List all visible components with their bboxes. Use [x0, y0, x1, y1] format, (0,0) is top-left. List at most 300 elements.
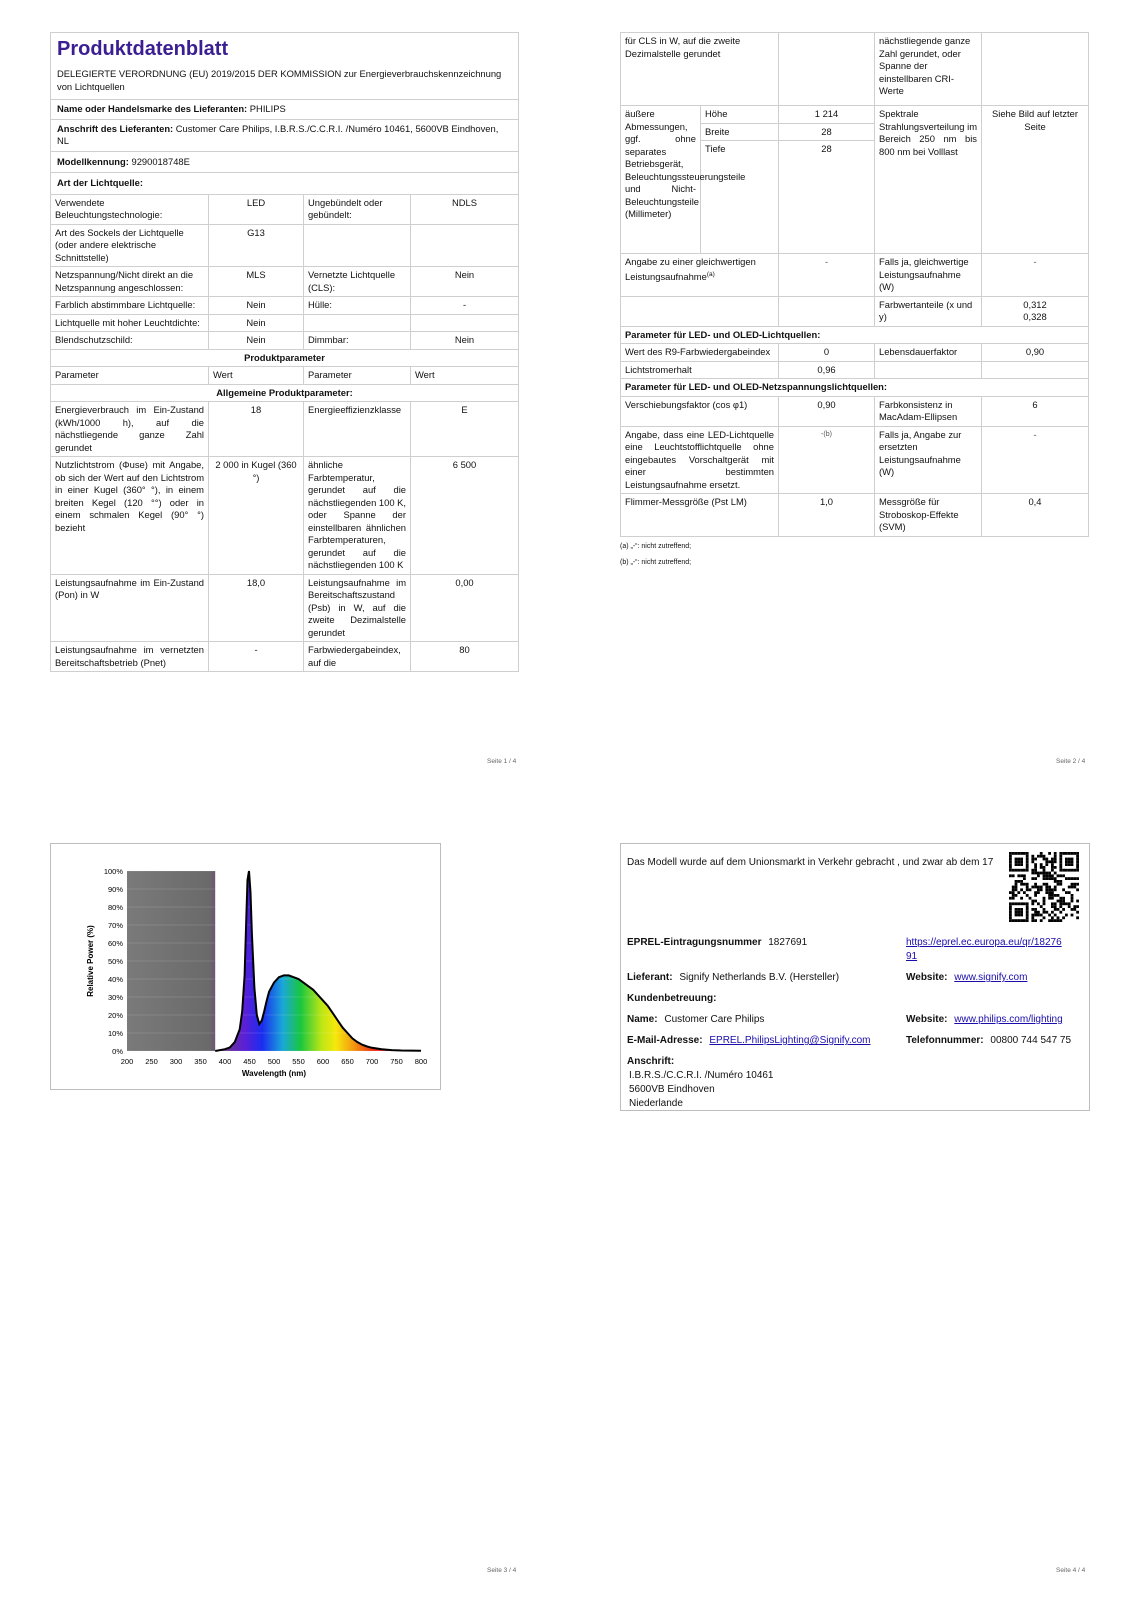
qr-module	[1009, 866, 1012, 869]
qr-module	[1051, 916, 1054, 919]
qr-module	[1073, 852, 1076, 855]
supplier-label: Lieferant:	[627, 972, 673, 983]
qr-module	[1012, 874, 1015, 877]
qr-module	[1068, 886, 1071, 889]
x-tick-label: 500	[267, 1057, 281, 1066]
qr-module	[1062, 902, 1065, 905]
qr-module	[1043, 869, 1046, 872]
qr-module	[1068, 905, 1071, 908]
page-1	[50, 32, 518, 672]
cell-label: Nutzlichtstrom (Φuse) mit Angabe, ob sich der Wert auf den Lichtstrom in einer Kugel (360° °), in einem breiten Kegel (120 °°) oder in einem schmalen Kegel (90° °) bezieht	[51, 457, 209, 575]
qr-module	[1043, 911, 1046, 914]
qr-module	[1068, 891, 1071, 894]
qr-module	[1048, 919, 1051, 922]
cell-label: Lebensdauerfaktor	[875, 344, 982, 362]
qr-module	[1023, 883, 1026, 886]
eprel-label: EPREL-Eintragungsnummer	[627, 937, 762, 948]
qr-module	[1015, 919, 1018, 922]
email-label: E-Mail-Adresse:	[627, 1035, 703, 1046]
qr-module	[1020, 919, 1023, 922]
qr-module	[1071, 877, 1074, 880]
qr-module	[1071, 914, 1074, 917]
qr-module	[1051, 858, 1054, 861]
qr-module	[1043, 908, 1046, 911]
qr-module	[1045, 858, 1048, 861]
cell-value: 2 000 in Kugel (360 °)	[209, 457, 304, 575]
qr-module	[1026, 916, 1029, 919]
qr-module	[1037, 911, 1040, 914]
qr-module	[1045, 872, 1048, 875]
cell-value: 0,96	[779, 361, 875, 379]
qr-module	[1015, 894, 1018, 897]
qr-module	[1017, 874, 1020, 877]
qr-module	[1026, 869, 1029, 872]
x-tick-label: 750	[390, 1057, 403, 1066]
qr-module	[1012, 869, 1015, 872]
qr-module	[1043, 877, 1046, 880]
cell-value: MLS	[209, 267, 304, 297]
qr-module	[1023, 852, 1026, 855]
qr-module	[1051, 919, 1054, 922]
qr-module	[1012, 891, 1015, 894]
cell-value: 18	[209, 402, 304, 457]
qr-module	[1017, 880, 1020, 883]
qr-module	[1026, 858, 1029, 861]
x-tick-label: 700	[365, 1057, 379, 1066]
y-tick-label: 0%	[112, 1047, 123, 1056]
cell-label: Messgröße für Stroboskop-Effekte (SVM)	[875, 494, 982, 537]
qr-module	[1054, 858, 1057, 861]
cell-value: LED	[209, 194, 304, 224]
cell-label: Lichtquelle mit hoher Leuchtdichte:	[51, 314, 209, 332]
qr-module	[1040, 905, 1043, 908]
qr-module	[1040, 919, 1043, 922]
cell-value: Nein	[209, 332, 304, 350]
qr-module	[1034, 858, 1037, 861]
dimension-value: 1 214	[779, 106, 875, 124]
qr-module	[1059, 911, 1062, 914]
qr-module	[1054, 852, 1057, 855]
website-label: Website:	[906, 972, 948, 983]
qr-module	[1026, 894, 1029, 897]
qr-module	[1009, 860, 1012, 863]
table-row	[51, 194, 519, 224]
x-tick-label: 550	[292, 1057, 305, 1066]
y-tick-label: 60%	[107, 939, 123, 948]
datasheet-title: Produktdatenblatt	[57, 38, 229, 60]
qr-module	[1040, 872, 1043, 875]
cell-label: Art des Sockels der Lichtquelle (oder andere elektrische Schnittstelle)	[51, 224, 209, 267]
qr-module	[1054, 855, 1057, 858]
qr-module	[1034, 894, 1037, 897]
dimension-name: Höhe	[701, 106, 779, 124]
table-row	[51, 457, 519, 575]
qr-module	[1043, 858, 1046, 861]
cell-label: Falls ja, Angabe zur ersetzten Leistungsaufnahme (W)	[875, 426, 982, 494]
table-row	[621, 296, 1089, 326]
qr-module	[1026, 860, 1029, 863]
cell-label: für CLS in W, auf die zweite Dezimalstelle gerundet	[621, 33, 779, 106]
table-row	[51, 332, 519, 350]
qr-module	[1045, 883, 1048, 886]
page-2	[620, 32, 1088, 569]
qr-module	[1076, 852, 1079, 855]
footnote-a: (a) „-“: nicht zutreffend;	[620, 543, 692, 550]
table-row	[51, 402, 519, 457]
qr-module	[1040, 866, 1043, 869]
qr-module	[1051, 860, 1054, 863]
qr-module	[1048, 886, 1051, 889]
supplier-address: Customer Care Philips, I.B.R.S./C.C.R.I. /Numéro 10461, 5600VB Eindhoven, NL	[57, 122, 499, 146]
qr-module	[1026, 888, 1029, 891]
cell-label: Angabe, dass eine LED-Lichtquelle eine Leuchtstofflichtquelle ohne eingebautes Vorschaltgerät mit einer bestimmten Leistungsaufnahme ersetzt.	[621, 426, 779, 494]
table-row	[51, 642, 519, 672]
qr-module	[1020, 897, 1023, 900]
qr-module	[1062, 897, 1065, 900]
qr-module	[1054, 888, 1057, 891]
qr-module	[1051, 902, 1054, 905]
qr-module	[1076, 911, 1079, 914]
cell-value: -	[982, 254, 1089, 297]
page-number: Seite 1 / 4	[487, 758, 517, 765]
x-tick-label: 650	[341, 1057, 354, 1066]
cell-label: Ungebündelt oder gebündelt:	[304, 194, 411, 224]
dimension-name: Breite	[701, 123, 779, 141]
qr-module	[1045, 891, 1048, 894]
qr-module	[1051, 874, 1054, 877]
table-row	[621, 344, 1089, 362]
qr-module	[1012, 886, 1015, 889]
qr-module	[1034, 891, 1037, 894]
qr-module	[1015, 911, 1018, 914]
cell-label: nächstliegende ganze Zahl gerundet, oder Spanne der einstellbaren CRI-Werte	[875, 33, 982, 106]
qr-module	[1009, 891, 1012, 894]
qr-module	[1076, 869, 1079, 872]
qr-module	[1057, 880, 1060, 883]
qr-module	[1062, 916, 1065, 919]
table-row	[51, 267, 519, 297]
qr-module	[1040, 852, 1043, 855]
phone-value: 00800 744 547 75	[990, 1035, 1072, 1046]
qr-module	[1015, 886, 1018, 889]
qr-module	[1017, 919, 1020, 922]
qr-module	[1068, 877, 1071, 880]
cell-value: Nein	[411, 332, 519, 350]
cell-value	[982, 361, 1089, 379]
qr-module	[1015, 902, 1018, 905]
qr-module	[1029, 897, 1032, 900]
phone-label: Telefonnummer:	[906, 1035, 984, 1046]
qr-module	[1071, 900, 1074, 903]
qr-module	[1071, 869, 1074, 872]
footnote-b: (b) „-“: nicht zutreffend;	[620, 558, 692, 566]
qr-module	[1051, 866, 1054, 869]
cell-label: Dimmbar:	[304, 332, 411, 350]
qr-module	[1073, 883, 1076, 886]
cell-value: 6 500	[411, 457, 519, 575]
table-row	[621, 396, 1089, 426]
qr-module	[1048, 894, 1051, 897]
cell-label: ähnliche Farbtemperatur, gerundet auf die nächstliegenden 100 K, oder Spanne der einstellbaren ähnlichen Farbtemperaturen, gerundet auf die nächstliegenden 100 K	[304, 457, 411, 575]
qr-module	[1051, 888, 1054, 891]
qr-module	[1026, 866, 1029, 869]
cell-value: -	[982, 426, 1089, 494]
qr-module	[1037, 886, 1040, 889]
qr-module	[1059, 883, 1062, 886]
qr-module	[1059, 869, 1062, 872]
qr-module	[1045, 888, 1048, 891]
qr-module	[1009, 852, 1012, 855]
qr-module	[1020, 914, 1023, 917]
qr-module	[1015, 908, 1018, 911]
qr-module	[1040, 863, 1043, 866]
qr-module	[1048, 914, 1051, 917]
chromaticity-x: 0,312	[1023, 298, 1047, 310]
qr-module	[1048, 872, 1051, 875]
supplier-address-label: Anschrift des Lieferanten:	[57, 122, 174, 134]
email-link[interactable]: EPREL.PhilipsLighting@Signify.com	[709, 1035, 871, 1046]
qr-module	[1057, 883, 1060, 886]
cell-label: Verschiebungsfaktor (cos φ1)	[621, 396, 779, 426]
qr-module	[1009, 858, 1012, 861]
qr-module	[1009, 914, 1012, 917]
address-line: Niederlande	[629, 1098, 683, 1109]
qr-module	[1037, 855, 1040, 858]
qr-module	[1031, 872, 1034, 875]
qr-module	[1071, 894, 1074, 897]
cell-value	[982, 33, 1089, 106]
qr-module	[1043, 916, 1046, 919]
y-tick-label: 90%	[107, 885, 123, 894]
qr-module	[1031, 900, 1034, 903]
qr-module	[1031, 855, 1034, 858]
qr-module	[1023, 891, 1026, 894]
qr-module	[1043, 866, 1046, 869]
qr-module	[1031, 919, 1034, 922]
qr-module	[1015, 860, 1018, 863]
qr-module	[1015, 914, 1018, 917]
y-tick-label: 50%	[107, 957, 123, 966]
qr-module	[1037, 891, 1040, 894]
website-label: Website:	[906, 1014, 948, 1025]
customer-service-label: Kundenbetreuung:	[627, 993, 717, 1004]
table-row	[621, 494, 1089, 537]
model-label: Modellkennung:	[57, 155, 129, 167]
qr-module	[1040, 855, 1043, 858]
qr-module	[1073, 886, 1076, 889]
qr-module	[1031, 869, 1034, 872]
website-link-philips[interactable]: www.philips.com/lighting	[954, 1014, 1063, 1025]
qr-module	[1054, 886, 1057, 889]
qr-module	[1029, 888, 1032, 891]
qr-module	[1057, 894, 1060, 897]
page-4	[620, 843, 1090, 1111]
qr-module	[1048, 874, 1051, 877]
qr-module	[1073, 869, 1076, 872]
qr-module	[1012, 888, 1015, 891]
cell-label: Lichtstromerhalt	[621, 361, 779, 379]
qr-module	[1048, 891, 1051, 894]
qr-module	[1073, 908, 1076, 911]
cell-value: 80	[411, 642, 519, 672]
qr-module	[1034, 863, 1037, 866]
qr-module	[1040, 914, 1043, 917]
qr-module	[1071, 858, 1074, 861]
qr-module	[1015, 858, 1018, 861]
qr-module	[1034, 914, 1037, 917]
qr-module	[1031, 877, 1034, 880]
y-tick-label: 20%	[107, 1011, 123, 1020]
qr-module	[1062, 908, 1065, 911]
address-line: 5600VB Eindhoven	[629, 1084, 715, 1095]
qr-module	[1051, 905, 1054, 908]
qr-module	[1015, 883, 1018, 886]
qr-module	[1059, 919, 1062, 922]
cell-value: Nein	[411, 267, 519, 297]
cell-label	[304, 224, 411, 267]
website-link-signify[interactable]: www.signify.com	[954, 972, 1028, 983]
qr-module	[1068, 858, 1071, 861]
qr-module	[1009, 897, 1012, 900]
qr-module	[1054, 902, 1057, 905]
qr-module	[1054, 872, 1057, 875]
qr-module	[1048, 860, 1051, 863]
qr-module	[1037, 914, 1040, 917]
x-tick-label: 350	[194, 1057, 207, 1066]
dimension-name: Tiefe	[701, 141, 779, 254]
qr-module	[1009, 869, 1012, 872]
qr-module	[1057, 919, 1060, 922]
qr-module	[1020, 908, 1023, 911]
cell-value: -	[209, 642, 304, 672]
qr-module	[1065, 860, 1068, 863]
qr-module	[1034, 869, 1037, 872]
qr-module	[1057, 900, 1060, 903]
spectral-power-chart	[51, 844, 440, 1089]
dimension-value: 28	[779, 123, 875, 141]
cell-value: 0,90	[982, 344, 1089, 362]
x-tick-label: 800	[414, 1057, 428, 1066]
qr-module	[1017, 902, 1020, 905]
qr-module	[1009, 863, 1012, 866]
qr-module	[1051, 863, 1054, 866]
qr-module	[1009, 855, 1012, 858]
cell-label: Netzspannung/Nicht direkt an die Netzspannung angeschlossen:	[51, 267, 209, 297]
cell-value: G13	[209, 224, 304, 267]
x-axis-label: Wavelength (nm)	[241, 1069, 307, 1078]
qr-module	[1023, 874, 1026, 877]
qr-module	[1031, 902, 1034, 905]
qr-module	[1026, 883, 1029, 886]
qr-module	[1045, 874, 1048, 877]
qr-module	[1048, 852, 1051, 855]
qr-module	[1062, 852, 1065, 855]
page-number: Seite 3 / 4	[487, 1567, 517, 1574]
qr-module	[1037, 888, 1040, 891]
qr-module	[1065, 869, 1068, 872]
qr-module	[1017, 852, 1020, 855]
qr-module	[1031, 858, 1034, 861]
qr-module	[1009, 916, 1012, 919]
qr-module	[1009, 874, 1012, 877]
qr-module	[1009, 919, 1012, 922]
qr-module	[1026, 863, 1029, 866]
cell-value	[982, 296, 1089, 326]
qr-module	[1073, 877, 1076, 880]
qr-module	[1076, 855, 1079, 858]
supplier-name: PHILIPS	[249, 103, 286, 114]
cell-label: Energieverbrauch im Ein-Zustand (kWh/1000 h), auf die nächstliegende ganze Zahl gerundet	[51, 402, 209, 457]
y-tick-label: 70%	[107, 921, 123, 930]
qr-module	[1015, 880, 1018, 883]
cell-label: Farbkonsistenz in MacAdam-Ellipsen	[875, 396, 982, 426]
cell-label: Flimmer-Messgröße (Pst LM)	[621, 494, 779, 537]
table-row	[51, 574, 519, 642]
qr-module	[1026, 914, 1029, 917]
qr-module	[1048, 888, 1051, 891]
qr-module	[1040, 888, 1043, 891]
equivalent-label: Angabe zu einer gleichwertigen Leistungsaufnahme	[625, 256, 756, 282]
column-header-row	[51, 367, 519, 385]
cell-label: Farbwiedergabeindex, auf die	[304, 642, 411, 672]
x-tick-label: 200	[120, 1057, 134, 1066]
qr-module	[1059, 900, 1062, 903]
cell-value: 6	[982, 396, 1089, 426]
qr-module	[1045, 877, 1048, 880]
qr-module	[1059, 863, 1062, 866]
qr-module	[1054, 908, 1057, 911]
qr-module	[1068, 902, 1071, 905]
y-axis-label: Relative Power (%)	[86, 925, 95, 997]
qr-module	[1045, 863, 1048, 866]
column-header: Wert	[411, 367, 519, 385]
qr-module	[1017, 891, 1020, 894]
qr-module	[1054, 914, 1057, 917]
cell-label: Farbwertanteile (x und y)	[875, 296, 982, 326]
cell-label	[304, 314, 411, 332]
x-tick-label: 250	[145, 1057, 158, 1066]
qr-module	[1051, 877, 1054, 880]
x-axis-ticks	[121, 1057, 428, 1066]
qr-module	[1015, 888, 1018, 891]
cell-label: Vernetzte Lichtquelle (CLS):	[304, 267, 411, 297]
table-row	[621, 426, 1089, 494]
qr-module	[1017, 911, 1020, 914]
qr-module	[1040, 886, 1043, 889]
eprel-link[interactable]: https://eprel.ec.europa.eu/qr/1827691	[906, 937, 1062, 962]
qr-module	[1012, 902, 1015, 905]
qr-module	[1065, 852, 1068, 855]
qr-module	[1054, 877, 1057, 880]
qr-module	[1059, 905, 1062, 908]
qr-module	[1059, 855, 1062, 858]
qr-module	[1048, 897, 1051, 900]
qr-module	[1054, 905, 1057, 908]
table-row	[621, 361, 1089, 379]
qr-module	[1020, 869, 1023, 872]
cell-value: 0,00	[411, 574, 519, 642]
cell-label: Leistungsaufnahme im Ein-Zustand (Pon) in W	[51, 574, 209, 642]
qr-module	[1034, 877, 1037, 880]
qr-module	[1043, 855, 1046, 858]
cell-label: Leistungsaufnahme im vernetzten Bereitschaftsbetrieb (Pnet)	[51, 642, 209, 672]
qr-module	[1071, 852, 1074, 855]
table-row	[621, 33, 1089, 106]
qr-module	[1051, 891, 1054, 894]
qr-module	[1076, 900, 1079, 903]
qr-module	[1065, 877, 1068, 880]
column-header: Wert	[209, 367, 304, 385]
